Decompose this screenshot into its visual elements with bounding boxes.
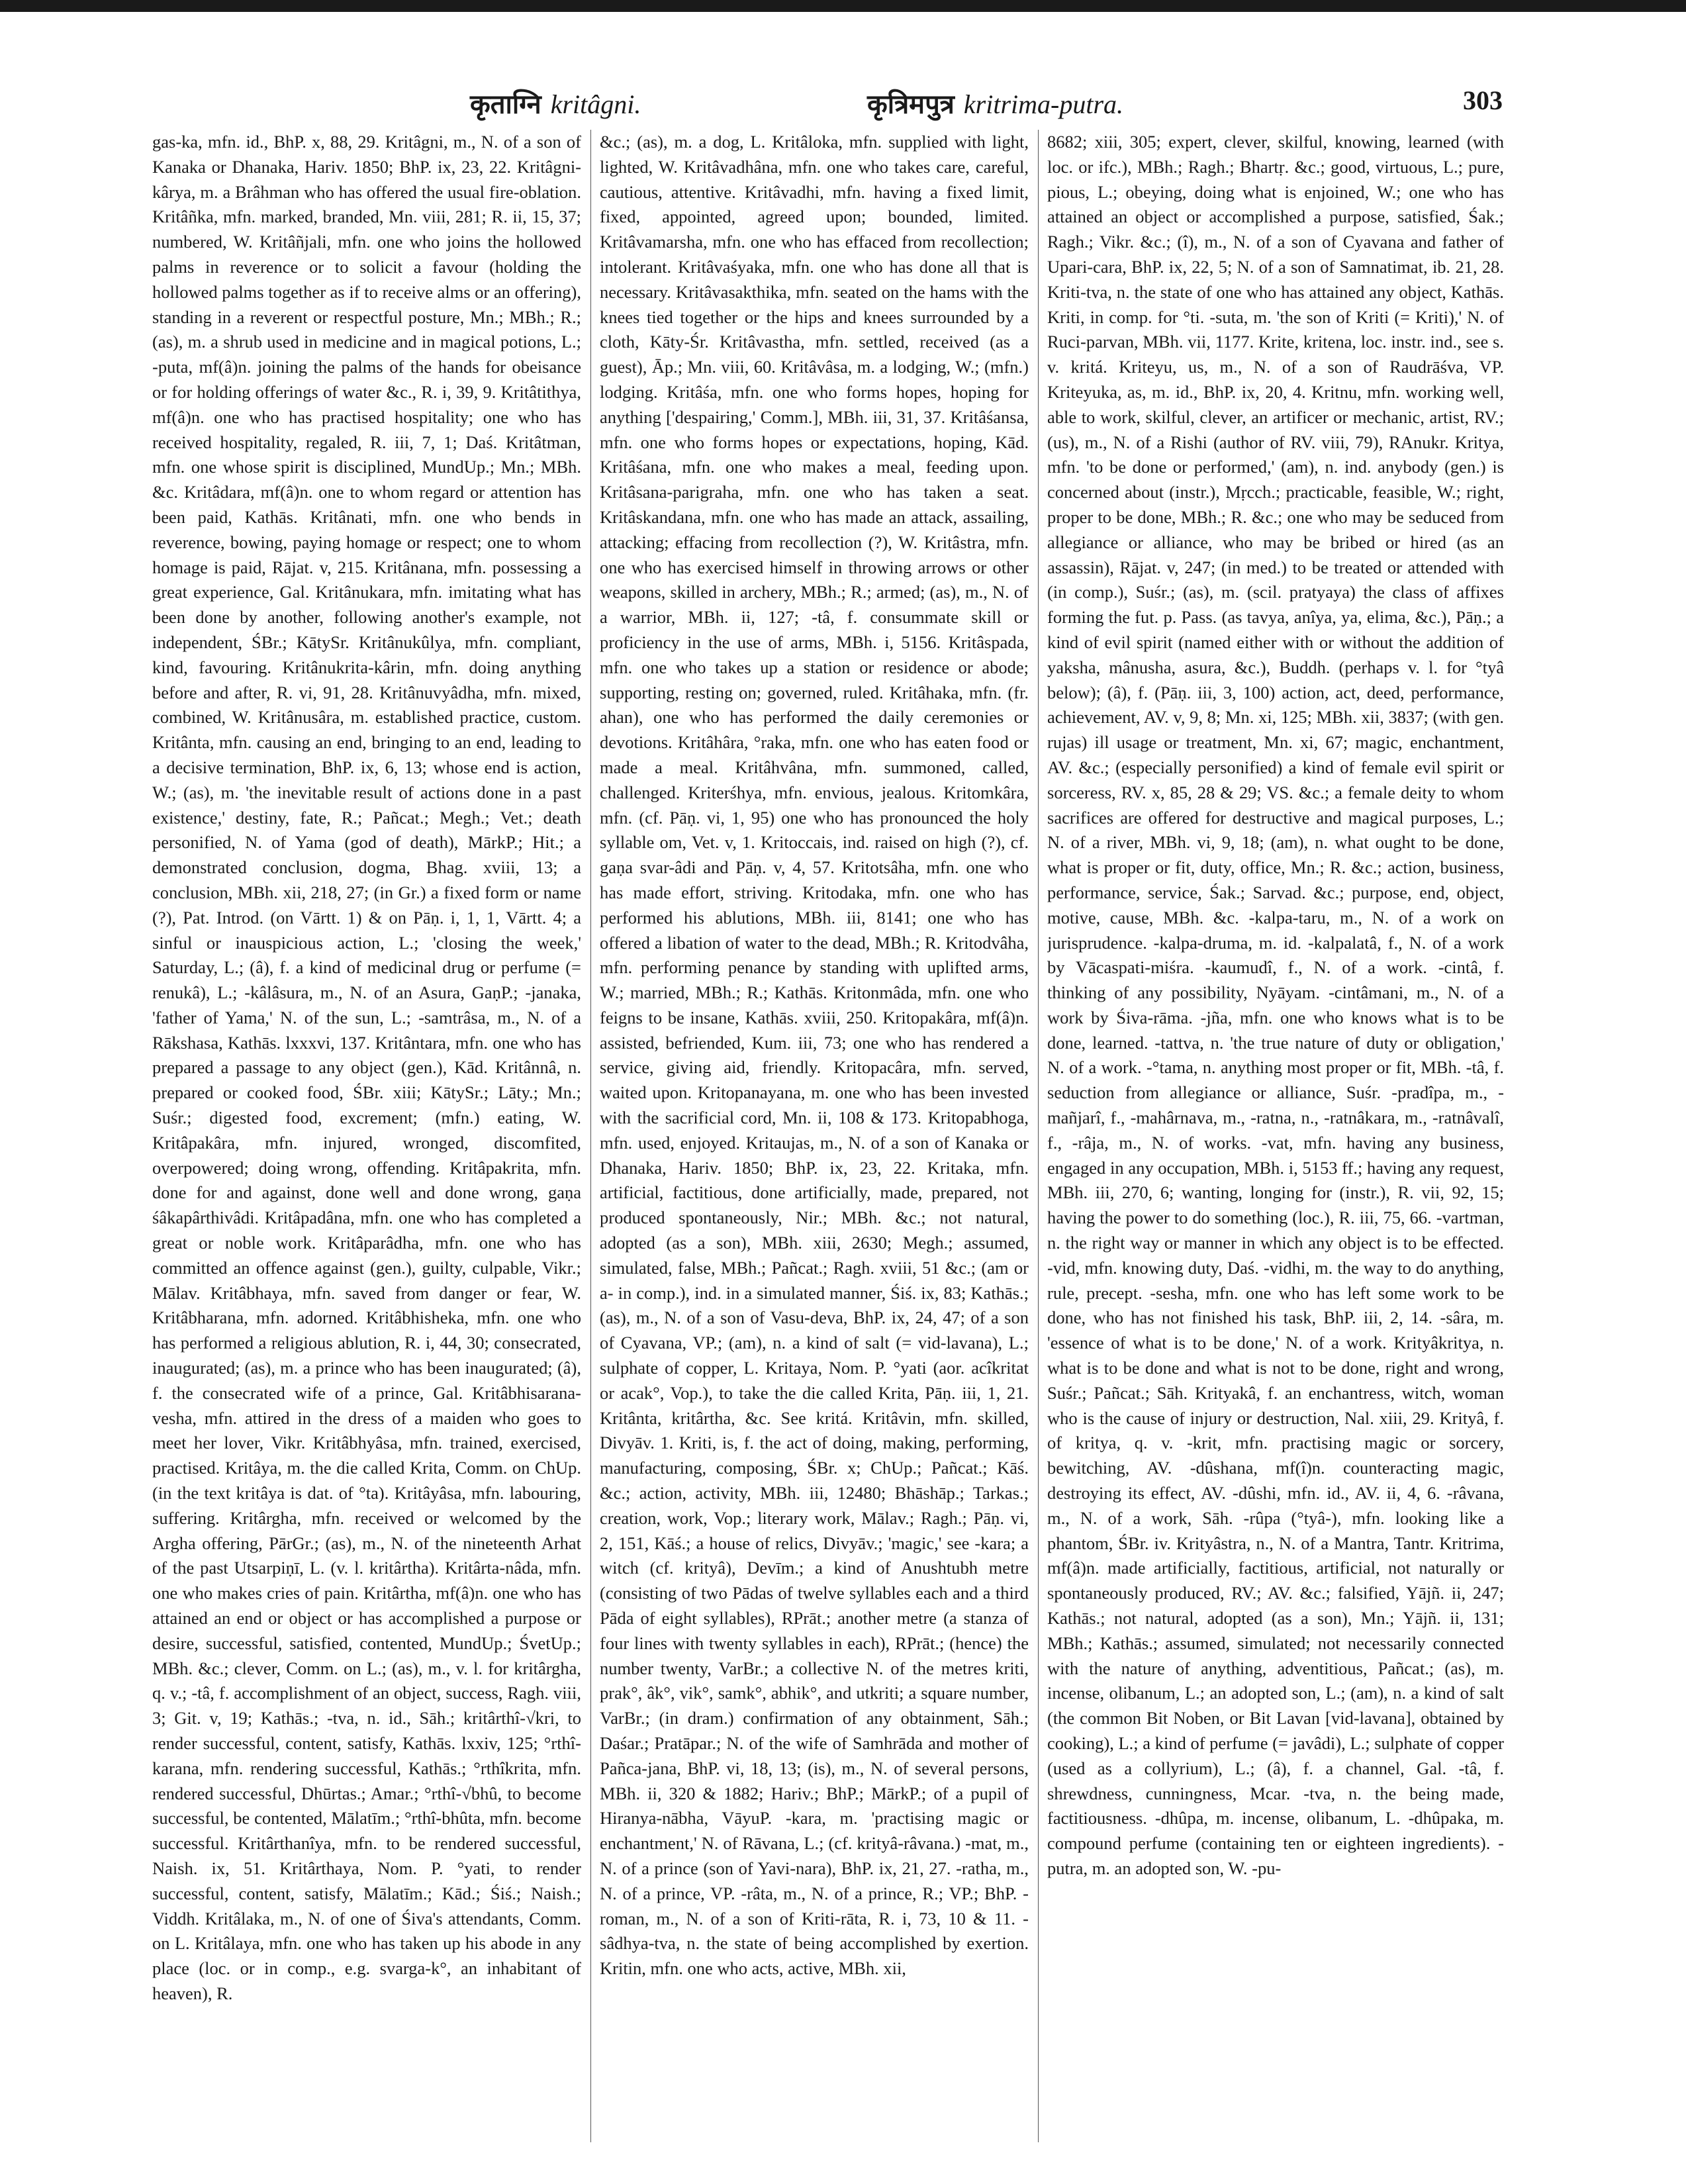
column-3 <box>1047 130 1504 2142</box>
header-center-devanagari: कृत्रिमपुत्र <box>867 89 955 120</box>
page-number: 303 <box>1463 85 1503 115</box>
page-header <box>152 85 1503 124</box>
header-left-transliteration: kritâgni. <box>550 89 641 119</box>
column-3-text: 8682; xiii, 305; expert, clever, skilful, knowing, learned (with loc. or ifc.), MBh.; Ragh.; Bhartṛ. &c.; good, virtuous, L.; pure, pious, L.; obeying, doing what is enjoined, W.; one who has attained an object or accomplished a purpose, satisfied, Śak.; Ragh.; Vikr. &c.; (î), m., N. of a son of Cyavana and father of Upari-cara, BhP. ix, 22, 5; N. of a son of Samnatimat, ib. 21, 28. Kriti-tva, n. the state of one who has attained any object, Kathās. Kriti, in comp. for °ti. -suta, m. 'the son of Kriti (= Kriti),' N. of Ruci-parvan, MBh. vii, 1177. Krite, kritena, loc. instr. ind., see s. v. kritá. Kriteyu, us, m., N. of a son of Raudrāśva, VP. Kriteyuka, as, m. id., BhP. ix, 20, 4. Kritnu, mfn. working well, able to work, skilful, clever, an artificer or mechanic, artist, RV.; (us), m., N. of a Rishi (author of RV. viii, 79), RAnukr. Kritya, mfn. 'to be done or performed,' (am), n. ind. anybody (gen.) is concerned about (instr.), Mṛcch.; practicable, feasible, W.; right, proper to be done, MBh.; R. &c.; one who may be seduced from allegiance or alliance, who may be bribed or hired (as an assassin), Rājat. v, 247; (in med.) to be treated or attended with (in comp.), Suśr.; (as), m. (scil. pratyaya) the class of affixes forming the fut. p. Pass. (as tavya, anîya, ya, elima, &c.), Pāṇ.; a kind of evil spirit (named either with or without the addition of yaksha, mânusha, asura, &c.), Buddh. (perhaps v. l. for °tyâ below); (â), f. (Pāṇ. iii, 3, 100) action, act, deed, performance, achievement, AV. v, 9, 8; Mn. xi, 125; MBh. xii, 3837; (with gen. rujas) ill usage or treatment, Mn. xi, 67; magic, enchantment, AV. &c.; (especially personified) a kind of female evil spirit or sorceress, RV. x, 85, 28 & 29; VS. &c.; a female deity to whom sacrifices are offered for destructive and magical purposes, L.; N. of a river, MBh. vi, 9, 18; (am), n. what ought to be done, what is proper or fit, duty, office, Mn.; R. &c.; action, business, performance, service, Śak.; Sarvad. &c.; purpose, end, object, motive, cause, MBh. &c. -kalpa-taru, m., N. of a work on jurisprudence. -kalpa-druma, m. id. -kalpalatâ, f., N. of a work by Vācaspati-miśra. -kaumudî, f., N. of a work. -cintâ, f. thinking of any possibility, Nyāyam. -cintâmani, m., N. of a work by Śiva-rāma. -jña, mfn. one who knows what is to be done, learned. -tattva, n. 'the true nature of duty or obligation,' N. of a work. -°tama, n. anything most proper or fit, MBh. -tâ, f. seduction from allegiance or alliance, Suśr. -pradîpa, m., -mañjarî, f., -mahârnava, m., -ratna, n., -ratnâkara, m., -ratnâvalî, f., -râja, m., N. of works. -vat, mfn. having any business, engaged in any occupation, MBh. i, 5153 ff.; having any request, MBh. iii, 270, 6; wanting, longing for (instr.), R. vii, 92, 15; having the power to do something (loc.), R. iii, 75, 66. -vartman, n. the right way or manner in which any object is to be effected. -vid, mfn. knowing duty, Daś. -vidhi, m. the way to do anything, rule, precept. -sesha, mfn. one who has left some work to be done, who has not finished his task, BhP. iii, 2, 14. -sâra, m. 'essence of what is to be done,' N. of a work. Krityâkritya, n. what is to be done and what is not to be done, right and wrong, Suśr.; Pañcat.; Sāh. Krityakâ, f. an enchantress, witch, woman who is the cause of injury or destruction, Nal. xiii, 29. Krityâ, f. of kritya, q. v. -krit, mfn. practising magic or sorcery, bewitching, AV. -dûshana, mf(î)n. counteracting magic, destroying its effect, AV. -dûshi, mfn. id., AV. ii, 4, 6. -râvana, m., N. of a work, Sāh. -rûpa (°tyâ-), mfn. looking like a phantom, ŚBr. iv. Krityâstra, n., N. of a Mantra, Tantr. Kritrima, mf(â)n. made artificially, factitious, artificial, not naturally or spontaneously produced, RV.; AV. &c.; falsified, Yājñ. ii, 247; Kathās.; not natural, adopted (as a son), Mn.; Yājñ. ii, 131; MBh.; Kathās.; assumed, simulated; not necessarily connected with the nature of anything, adventitious, Pañcat.; (as), m. incense, olibanum, L.; an adopted son, L.; (am), n. a kind of salt (the common Bit Noben, or Bit Lavan [vid-lavana], obtained by cooking), L.; a kind of perfume (= javâdi), L.; sulphate of copper (used as a collyrium), L.; (â), f. a channel, Gal. -tâ, f. shrewdness, cunningness, Mcar. -tva, n. the being made, factitiousness. -dhûpa, m. incense, olibanum, L. -dhûpaka, m. compound perfume (containing ten or eighteen ingredients). -putra, m. an adopted son, W. -pu- <box>1047 132 1504 1878</box>
header-left-devanagari: कृताग्नि <box>470 89 541 120</box>
column-2-text: &c.; (as), m. a dog, L. Kritâloka, mfn. supplied with light, lighted, W. Kritâvadhâna, mfn. one who takes care, careful, cautious, attentive. Kritâvadhi, mfn. having a fixed limit, fixed, appointed, agreed upon; bounded, limited. Kritâvamarsha, mfn. one who has effaced from recollection; intolerant. Kritâvaśyaka, mfn. one who has done all that is necessary. Kritâvasakthika, mfn. seated on the hams with the knees tied together or the hips and knees surrounded by a cloth, Kāty-Śr. Kritâvastha, mfn. settled, received (as a guest), Āp.; Mn. viii, 60. Kritâvâsa, m. a lodging, W.; (mfn.) lodging. Kritâśa, mfn. one who forms hopes, hoping for anything ['despairing,' Comm.], MBh. iii, 31, 37. Kritâśansa, mfn. one who forms hopes or expectations, hoping, Kād. Kritâśana, mfn. one who makes a meal, feeding upon. Kritâsana-parigraha, mfn. one who has taken a seat. Kritâskandana, mfn. one who has made an attack, assailing, attacking; effacing from recollection (?), W. Kritâstra, mfn. one who has exercised himself in throwing arrows or other weapons, skilled in archery, MBh.; R.; armed; (as), m., N. of a warrior, MBh. ii, 127; -tâ, f. consummate skill or proficiency in the use of arms, MBh. i, 5156. Kritâspada, mfn. one who takes up a station or residence or abode; supporting, resting on; governed, ruled. Kritâhaka, mfn. (fr. ahan), one who has performed the daily ceremonies or devotions. Kritâhâra, °raka, mfn. one who has eaten food or made a meal. Kritâhvâna, mfn. summoned, called, challenged. Kriterśhya, mfn. envious, jealous. Kritomkâra, mfn. (cf. Pāṇ. vi, 1, 95) one who has pronounced the holy syllable om, Vet. v, 1. Kritoccais, ind. raised on high (?), cf. gaṇa svar-âdi and Pāṇ. v, 4, 57. Kritotsâha, mfn. one who has made effort, striving. Kritodaka, mfn. one who has performed his ablutions, MBh. iii, 8141; one who has offered a libation of water to the dead, MBh.; R. Kritodvâha, mfn. performing penance by standing with uplifted arms, W.; married, MBh.; R.; Kathās. Kritonmâda, mfn. one who feigns to be insane, Kathās. xviii, 250. Kritopakâra, mf(â)n. assisted, befriended, Kum. iii, 73; one who has rendered a service, giving aid, friendly. Kritopacâra, mfn. served, waited upon. Kritopanayana, m. one who has been invested with the sacrificial cord, Mn. ii, 108 & 173. Kritopabhoga, mfn. used, enjoyed. Kritaujas, m., N. of a son of Kanaka or Dhanaka, Hariv. 1850; BhP. ix, 23, 22. Kritaka, mfn. artificial, factitious, done artificially, made, prepared, not produced spontaneously, Nir.; MBh. &c.; not natural, adopted (as a son), MBh. xiii, 2630; Megh.; assumed, simulated, false, MBh.; Pañcat.; Ragh. xviii, 51 &c.; (am or a- in comp.), ind. in a simulated manner, Śiś. ix, 83; Kathās.; (as), m., N. of a son of Vasu-deva, BhP. ix, 24, 47; of a son of Cyavana, VP.; (am), n. a kind of salt (= vid-lavana), L.; sulphate of copper, L. Kritaya, Nom. P. °yati (aor. acîkritat or acak°, Vop.), to take the die called Krita, Pāṇ. iii, 1, 21. Kritânta, kritârtha, &c. See kritá. Kritâvin, mfn. skilled, Divyāv. 1. Kriti, is, f. the act of doing, making, performing, manufacturing, composing, ŚBr. x; ChUp.; Pañcat.; Kāś. &c.; action, activity, MBh. iii, 12480; Bhāshāp.; Tarkas.; creation, work, Vop.; literary work, Mālav.; Ragh.; Pāṇ. vi, 2, 151, Kāś.; a house of relics, Divyāv.; 'magic,' see -kara; a witch (cf. krityâ), Devīm.; a kind of Anushtubh metre (consisting of two Pādas of twelve syllables each and a third Pāda of eight syllables), RPrāt.; another metre (a stanza of four lines with twenty syllables in each), RPrāt.; (hence) the number twenty, VarBr.; a collective N. of the metres kriti, prak°, âk°, vik°, samk°, abhik°, and utkriti; a square number, VarBr.; (in dram.) confirmation of any obtainment, Sāh.; Daśar.; Pratāpar.; N. of the wife of Samhrāda and mother of Pañca-jana, BhP. vi, 18, 13; (is), m., N. of several persons, MBh. ii, 320 & 1882; Hariv.; BhP.; MārkP.; of a pupil of Hiranya-nābha, VāyuP. -kara, m. 'practising magic or enchantment,' N. of Rāvana, L.; (cf. krityâ-râvana.) -mat, m., N. of a prince (son of Yavi-nara), BhP. ix, 21, 27. -ratha, m., N. of a prince, VP. -râta, m., N. of a prince, R.; VP.; BhP. -roman, m., N. of a son of Kriti-rāta, R. i, 73, 10 & 11. -sâdhya-tva, n. the state of being accomplished by exertion. Kritin, mfn. one who acts, active, MBh. xii, <box>600 132 1029 1979</box>
column-2 <box>600 130 1029 2142</box>
header-left-headword <box>470 85 641 121</box>
column-divider-1 <box>590 130 591 2142</box>
scan-top-edge <box>0 0 1686 12</box>
header-right-headword <box>867 85 1123 121</box>
column-1 <box>152 130 581 2142</box>
column-divider-2 <box>1038 130 1039 2142</box>
header-center-transliteration: kritrima-putra. <box>963 89 1124 119</box>
column-1-text: gas-ka, mfn. id., BhP. x, 88, 29. Kritâgni, m., N. of a son of Kanaka or Dhanaka, Hariv. 1850; BhP. ix, 23, 22. Kritâgni-kârya, m. a Brâhman who has offered the usual fire-oblation. Kritâñka, mfn. marked, branded, Mn. viii, 281; R. ii, 15, 37; numbered, W. Kritâñjali, mfn. one who joins the hollowed palms in reverence or to solicit a favour (holding the hollowed palms together as if to receive alms or an offering), standing in a reverent or respectful posture, Mn.; MBh.; R.; (as), m. a shrub used in medicine and in magical potions, L.; -puta, mf(â)n. joining the palms of the hands for obeisance or for holding offerings of water &c., R. i, 39, 9. Kritâtithya, mf(â)n. one who has practised hospitality; one who has received hospitality, regaled, R. iii, 7, 1; Daś. Kritâtman, mfn. one whose spirit is disciplined, MundUp.; Mn.; MBh. &c. Kritâdara, mf(â)n. one to whom regard or attention has been paid, Kathās. Kritânati, mfn. one who bends in reverence, bowing, paying homage or respect; one to whom homage is paid, Rājat. v, 215. Kritânana, mfn. possessing a great experience, Gal. Kritânukara, mfn. imitating what has been done by another, following another's example, not independent, ŚBr.; KātySr. Kritânukûlya, mfn. compliant, kind, favouring. Kritânukrita-kârin, mfn. doing anything before and after, R. vi, 91, 28. Kritânuvyâdha, mfn. mixed, combined, W. Kritânusâra, m. established practice, custom. Kritânta, mfn. causing an end, bringing to an end, leading to a decisive termination, BhP. ix, 6, 13; whose end is action, W.; (as), m. 'the inevitable result of actions done in a past existence,' destiny, fate, R.; Pañcat.; Megh.; Vet.; death personified, N. of Yama (god of death), MārkP.; Hit.; a demonstrated conclusion, dogma, Bhag. xviii, 13; a conclusion, MBh. xii, 218, 27; (in Gr.) a fixed form or name (?), Pat. Introd. (on Vārtt. 1) & on Pāṇ. i, 1, 1, Vārtt. 4; a sinful or inauspicious action, L.; 'closing the week,' Saturday, L.; (â), f. a kind of medicinal drug or perfume (= renukâ), L.; -kâlâsura, m., N. of an Asura, GaṇP.; -janaka, 'father of Yama,' N. of the sun, L.; -samtrâsa, m., N. of a Rākshasa, Kathās. lxxxvi, 137. Kritântara, mfn. one who has prepared a passage to any object (gen.), Kād. Kritânnâ, n. prepared or cooked food, ŚBr. xiii; KātySr.; Lāty.; Mn.; Suśr.; digested food, excrement; (mfn.) eating, W. Kritâpakâra, mfn. injured, wronged, discomfited, overpowered; doing wrong, offending. Kritâpakrita, mfn. done for and against, done well and done wrong, gaṇa śâkapârthivâdi. Kritâpadâna, mfn. one who has completed a great or noble work. Kritâparâdha, mfn. one who has committed an offence against (gen.), guilty, culpable, Vikr.; Mālav. Kritâbhaya, mfn. saved from danger or fear, W. Kritâbharana, mfn. adorned. Kritâbhisheka, mfn. one who has performed a religious ablution, R. i, 44, 30; consecrated, inaugurated; (as), m. a prince who has been inaugurated; (â), f. the consecrated wife of a prince, Gal. Kritâbhisarana-vesha, mfn. attired in the dress of a maiden who goes to meet her lover, Vikr. Kritâbhyâsa, mfn. trained, exercised, practised. Kritâya, m. the die called Krita, Comm. on ChUp. (in the text kritâya is dat. of °ta). Kritâyâsa, mfn. labouring, suffering. Kritârgha, mfn. received or welcomed by the Argha offering, PārGr.; (as), m., N. of the nineteenth Arhat of the past Utsarpiṇī, L. (v. l. kritârtha). Kritârta-nâda, mfn. one who makes cries of pain. Kritârtha, mf(â)n. one who has attained an end or object or has accomplished a purpose or desire, successful, satisfied, contented, MundUp.; ŚvetUp.; MBh. &c.; clever, Comm. on L.; (as), m., v. l. for kritârgha, q. v.; -tâ, f. accomplishment of an object, success, Ragh. viii, 3; Git. v, 19; Kathās.; -tva, n. id., Sāh.; kritârthî-√kri, to render successful, content, satisfy, Kathās. lxxiv, 125; °rthî-karana, mfn. rendering successful, Kathās.; °rthîkrita, mfn. rendered successful, Dhūrtas.; Amar.; °rthî-√bhû, to become successful, be contented, Mālatīm.; °rthî-bhûta, mfn. become successful. Kritârthanîya, mfn. to be rendered successful, Naish. ix, 51. Kritârthaya, Nom. P. °yati, to render successful, content, satisfy, Mālatīm.; Kād.; Śiś.; Naish.; Viddh. Kritâlaka, m., N. of one of Śiva's attendants, Comm. on L. Kritâlaya, mfn. one who has taken up his abode in any place (loc. or in comp., e.g. svarga-k°, an inhabitant of heaven), R. <box>152 132 581 2003</box>
